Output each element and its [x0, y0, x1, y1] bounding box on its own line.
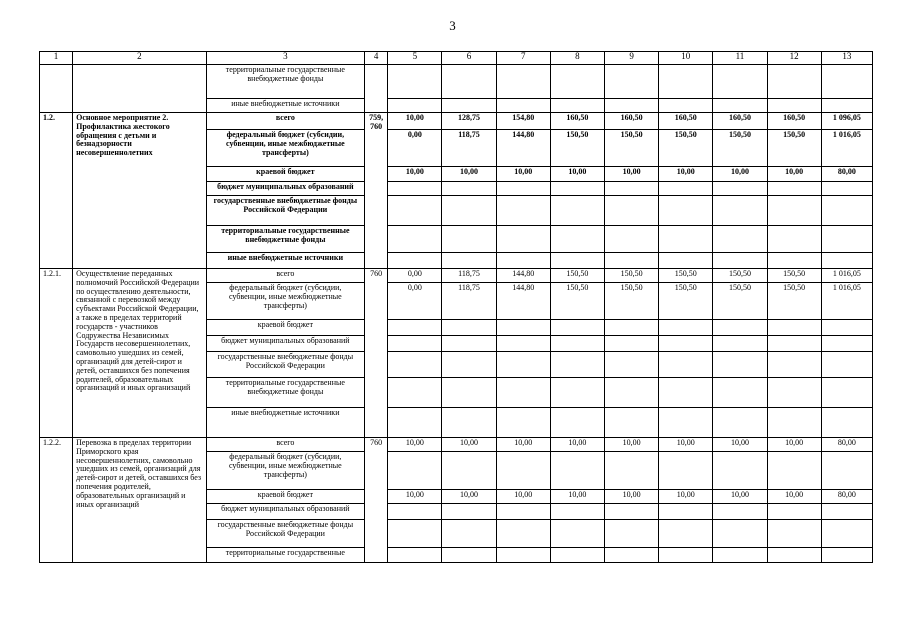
- value-cell: [442, 520, 496, 548]
- grbs-code: 760: [365, 269, 388, 438]
- value-cell: 0,00: [388, 283, 442, 320]
- value-cell: [550, 520, 604, 548]
- funding-source: краевой бюджет: [206, 167, 365, 182]
- value-cell: [550, 99, 604, 113]
- funding-source: территориальные государственные внебюджетные фонды: [206, 378, 365, 408]
- funding-source: государственные внебюджетные фонды Российской Федерации: [206, 520, 365, 548]
- funding-source: иные внебюджетные источники: [206, 253, 365, 269]
- value-cell: [442, 378, 496, 408]
- value-cell: [659, 408, 713, 438]
- value-cell: [767, 336, 821, 352]
- value-cell: [713, 504, 767, 520]
- funding-source: федеральный бюджет (субсидии, субвенции, иные межбюджетные трансферты): [206, 283, 365, 320]
- value-cell: 118,75: [442, 269, 496, 283]
- value-cell: 118,75: [442, 130, 496, 167]
- value-cell: [821, 452, 872, 490]
- value-cell: 150,50: [550, 283, 604, 320]
- value-cell: [659, 352, 713, 378]
- grbs-code: [365, 65, 388, 113]
- value-cell: [496, 65, 550, 99]
- value-cell: 118,75: [442, 283, 496, 320]
- value-cell: [713, 378, 767, 408]
- value-cell: [713, 253, 767, 269]
- value-cell: 10,00: [550, 167, 604, 182]
- header-row: [40, 52, 873, 65]
- value-cell: 150,50: [550, 130, 604, 167]
- value-cell: 10,00: [442, 167, 496, 182]
- value-cell: [767, 352, 821, 378]
- value-cell: [550, 253, 604, 269]
- grbs-code: 760: [365, 438, 388, 563]
- value-cell: [496, 336, 550, 352]
- value-cell: 150,50: [659, 283, 713, 320]
- value-cell: [442, 320, 496, 336]
- value-cell: 10,00: [713, 167, 767, 182]
- value-cell: [821, 253, 872, 269]
- value-cell: [604, 548, 658, 563]
- value-cell: [821, 408, 872, 438]
- value-cell: 10,00: [659, 167, 713, 182]
- value-cell: [442, 452, 496, 490]
- value-cell: [550, 352, 604, 378]
- funding-source: территориальные государственные внебюджетные фонды: [206, 65, 365, 99]
- value-cell: [821, 65, 872, 99]
- funding-source: всего: [206, 438, 365, 452]
- value-cell: [713, 548, 767, 563]
- value-cell: [604, 253, 658, 269]
- value-cell: [767, 520, 821, 548]
- value-cell: [604, 408, 658, 438]
- value-cell: [550, 378, 604, 408]
- value-cell: [388, 520, 442, 548]
- column-header: 7: [496, 52, 550, 65]
- value-cell: [767, 452, 821, 490]
- column-header: 11: [713, 52, 767, 65]
- value-cell: [496, 196, 550, 226]
- value-cell: [604, 504, 658, 520]
- value-cell: [713, 99, 767, 113]
- value-cell: [604, 520, 658, 548]
- value-cell: 0,00: [388, 269, 442, 283]
- value-cell: [713, 65, 767, 99]
- value-cell: [713, 452, 767, 490]
- value-cell: [550, 548, 604, 563]
- value-cell: [388, 253, 442, 269]
- table-row: [40, 113, 873, 130]
- value-cell: 10,00: [604, 167, 658, 182]
- column-header: 4: [365, 52, 388, 65]
- value-cell: [604, 452, 658, 490]
- value-cell: 150,50: [767, 269, 821, 283]
- value-cell: [604, 196, 658, 226]
- value-cell: [550, 196, 604, 226]
- funding-source: государственные внебюджетные фонды Российской Федерации: [206, 196, 365, 226]
- value-cell: 160,50: [767, 113, 821, 130]
- value-cell: 1 016,05: [821, 269, 872, 283]
- value-cell: 10,00: [767, 438, 821, 452]
- value-cell: [442, 65, 496, 99]
- column-header: 5: [388, 52, 442, 65]
- row-number: 1.2.: [40, 113, 73, 269]
- value-cell: [659, 548, 713, 563]
- value-cell: [659, 336, 713, 352]
- value-cell: [821, 336, 872, 352]
- value-cell: [442, 253, 496, 269]
- value-cell: [388, 99, 442, 113]
- value-cell: [659, 196, 713, 226]
- value-cell: [821, 182, 872, 196]
- value-cell: [442, 548, 496, 563]
- value-cell: 160,50: [550, 113, 604, 130]
- value-cell: 150,50: [604, 269, 658, 283]
- value-cell: [550, 320, 604, 336]
- value-cell: 80,00: [821, 490, 872, 504]
- value-cell: [388, 226, 442, 253]
- table-row: [40, 438, 873, 452]
- value-cell: 10,00: [496, 490, 550, 504]
- value-cell: [604, 320, 658, 336]
- value-cell: 160,50: [604, 113, 658, 130]
- value-cell: [388, 548, 442, 563]
- column-header: 13: [821, 52, 872, 65]
- value-cell: [550, 504, 604, 520]
- table-row: [40, 269, 873, 283]
- value-cell: [659, 320, 713, 336]
- value-cell: 150,50: [604, 130, 658, 167]
- value-cell: [713, 408, 767, 438]
- value-cell: [496, 452, 550, 490]
- value-cell: 150,50: [713, 283, 767, 320]
- funding-source: краевой бюджет: [206, 320, 365, 336]
- value-cell: 10,00: [604, 438, 658, 452]
- value-cell: [767, 65, 821, 99]
- column-header: 8: [550, 52, 604, 65]
- value-cell: 150,50: [604, 283, 658, 320]
- row-number: [40, 65, 73, 113]
- value-cell: 150,50: [659, 130, 713, 167]
- value-cell: 10,00: [659, 438, 713, 452]
- value-cell: 150,50: [659, 269, 713, 283]
- value-cell: [767, 548, 821, 563]
- funding-source: территориальные государственные: [206, 548, 365, 563]
- value-cell: 144,80: [496, 269, 550, 283]
- value-cell: [821, 226, 872, 253]
- value-cell: [659, 378, 713, 408]
- value-cell: 128,75: [442, 113, 496, 130]
- funding-source: иные внебюджетные источники: [206, 408, 365, 438]
- funding-source: территориальные государственные внебюджетные фонды: [206, 226, 365, 253]
- value-cell: [442, 226, 496, 253]
- value-cell: [442, 352, 496, 378]
- value-cell: [388, 196, 442, 226]
- value-cell: 10,00: [388, 167, 442, 182]
- value-cell: 10,00: [388, 490, 442, 504]
- column-header: 10: [659, 52, 713, 65]
- value-cell: 154,80: [496, 113, 550, 130]
- row-number: 1.2.1.: [40, 269, 73, 438]
- value-cell: [767, 226, 821, 253]
- value-cell: 150,50: [767, 283, 821, 320]
- value-cell: [496, 504, 550, 520]
- value-cell: [496, 548, 550, 563]
- value-cell: [659, 253, 713, 269]
- value-cell: [767, 196, 821, 226]
- value-cell: [550, 336, 604, 352]
- value-cell: [496, 378, 550, 408]
- value-cell: [713, 320, 767, 336]
- value-cell: [496, 408, 550, 438]
- funding-source: федеральный бюджет (субсидии, субвенции, иные межбюджетные трансферты): [206, 130, 365, 167]
- funding-source: всего: [206, 113, 365, 130]
- value-cell: [388, 378, 442, 408]
- page-number: 3: [449, 18, 456, 33]
- value-cell: [713, 520, 767, 548]
- row-number: 1.2.2.: [40, 438, 73, 563]
- value-cell: [388, 320, 442, 336]
- value-cell: [496, 226, 550, 253]
- value-cell: [821, 378, 872, 408]
- column-header: 12: [767, 52, 821, 65]
- value-cell: 144,80: [496, 130, 550, 167]
- value-cell: [442, 336, 496, 352]
- value-cell: [767, 378, 821, 408]
- value-cell: 10,00: [713, 490, 767, 504]
- budget-table: [39, 51, 873, 563]
- value-cell: [767, 408, 821, 438]
- value-cell: [821, 520, 872, 548]
- value-cell: 10,00: [604, 490, 658, 504]
- value-cell: [767, 320, 821, 336]
- value-cell: [821, 504, 872, 520]
- value-cell: [659, 520, 713, 548]
- value-cell: [659, 65, 713, 99]
- value-cell: 10,00: [496, 167, 550, 182]
- value-cell: [713, 352, 767, 378]
- value-cell: 0,00: [388, 130, 442, 167]
- value-cell: [388, 408, 442, 438]
- value-cell: [550, 65, 604, 99]
- measure-name: Перевозка в пределах территории Приморского края несовершеннолетних, самовольно ушедших из семей, организаций для детей-сирот и детей, оставшихся без попечения родителей, образовательных организаций и иных организаций: [73, 438, 206, 563]
- value-cell: [767, 99, 821, 113]
- value-cell: [388, 182, 442, 196]
- value-cell: [550, 452, 604, 490]
- value-cell: 10,00: [388, 438, 442, 452]
- value-cell: 150,50: [767, 130, 821, 167]
- funding-source: иные внебюджетные источники: [206, 99, 365, 113]
- value-cell: [713, 336, 767, 352]
- column-header: 1: [40, 52, 73, 65]
- value-cell: 1 016,05: [821, 130, 872, 167]
- value-cell: [767, 253, 821, 269]
- funding-source: бюджет муниципальных образований: [206, 336, 365, 352]
- column-header: 9: [604, 52, 658, 65]
- value-cell: [604, 336, 658, 352]
- column-header: 6: [442, 52, 496, 65]
- value-cell: 10,00: [388, 113, 442, 130]
- value-cell: [496, 99, 550, 113]
- value-cell: 150,50: [713, 130, 767, 167]
- value-cell: [496, 352, 550, 378]
- grbs-code: 759, 760: [365, 113, 388, 269]
- value-cell: [821, 320, 872, 336]
- value-cell: [604, 99, 658, 113]
- value-cell: 10,00: [550, 490, 604, 504]
- measure-name: [73, 65, 206, 113]
- value-cell: [604, 378, 658, 408]
- table-row: [40, 65, 873, 99]
- value-cell: [659, 182, 713, 196]
- value-cell: [388, 352, 442, 378]
- value-cell: 10,00: [659, 490, 713, 504]
- value-cell: [442, 504, 496, 520]
- value-cell: [496, 182, 550, 196]
- column-header: 3: [206, 52, 365, 65]
- value-cell: [821, 352, 872, 378]
- value-cell: 10,00: [767, 490, 821, 504]
- value-cell: [550, 408, 604, 438]
- value-cell: [388, 504, 442, 520]
- value-cell: [442, 408, 496, 438]
- value-cell: [659, 226, 713, 253]
- value-cell: [442, 182, 496, 196]
- funding-source: бюджет муниципальных образований: [206, 182, 365, 196]
- value-cell: 160,50: [713, 113, 767, 130]
- value-cell: [388, 452, 442, 490]
- value-cell: [496, 320, 550, 336]
- value-cell: [713, 182, 767, 196]
- value-cell: [659, 504, 713, 520]
- value-cell: 80,00: [821, 438, 872, 452]
- value-cell: [604, 65, 658, 99]
- value-cell: [821, 196, 872, 226]
- value-cell: 10,00: [767, 167, 821, 182]
- value-cell: [604, 226, 658, 253]
- value-cell: [767, 182, 821, 196]
- value-cell: [713, 196, 767, 226]
- value-cell: 150,50: [550, 269, 604, 283]
- value-cell: [821, 548, 872, 563]
- value-cell: 150,50: [713, 269, 767, 283]
- value-cell: 10,00: [713, 438, 767, 452]
- value-cell: [388, 65, 442, 99]
- value-cell: 1 096,05: [821, 113, 872, 130]
- funding-source: бюджет муниципальных образований: [206, 504, 365, 520]
- funding-source: всего: [206, 269, 365, 283]
- value-cell: 10,00: [442, 438, 496, 452]
- value-cell: 144,80: [496, 283, 550, 320]
- measure-name: Основное мероприятие 2. Профилактика жестокого обращения с детьми и безнадзорности несовершеннолетних: [73, 113, 206, 269]
- value-cell: [604, 352, 658, 378]
- funding-source: федеральный бюджет (субсидии, субвенции, иные межбюджетные трансферты): [206, 452, 365, 490]
- value-cell: [767, 504, 821, 520]
- value-cell: [659, 452, 713, 490]
- value-cell: 1 016,05: [821, 283, 872, 320]
- value-cell: [713, 226, 767, 253]
- value-cell: [496, 520, 550, 548]
- column-header: 2: [73, 52, 206, 65]
- value-cell: 10,00: [550, 438, 604, 452]
- value-cell: [442, 196, 496, 226]
- value-cell: 160,50: [659, 113, 713, 130]
- value-cell: [550, 182, 604, 196]
- value-cell: [388, 336, 442, 352]
- value-cell: 10,00: [496, 438, 550, 452]
- value-cell: 80,00: [821, 167, 872, 182]
- measure-name: Осуществление переданных полномочий Российской Федерации по осуществлению деятельности, связанной с перевозкой между субъектами Российской Федерации, а также в пределах территорий государств - участников Содружества Независимых Государств несовершеннолетних, самовольно ушедших из семей, организаций для детей-сирот и детей, оставшихся без попечения родителей, образовательных организаций и иных организаций: [73, 269, 206, 438]
- funding-source: краевой бюджет: [206, 490, 365, 504]
- value-cell: [442, 99, 496, 113]
- value-cell: 10,00: [442, 490, 496, 504]
- funding-source: государственные внебюджетные фонды Российской Федерации: [206, 352, 365, 378]
- value-cell: [496, 253, 550, 269]
- value-cell: [659, 99, 713, 113]
- value-cell: [821, 99, 872, 113]
- value-cell: [604, 182, 658, 196]
- value-cell: [550, 226, 604, 253]
